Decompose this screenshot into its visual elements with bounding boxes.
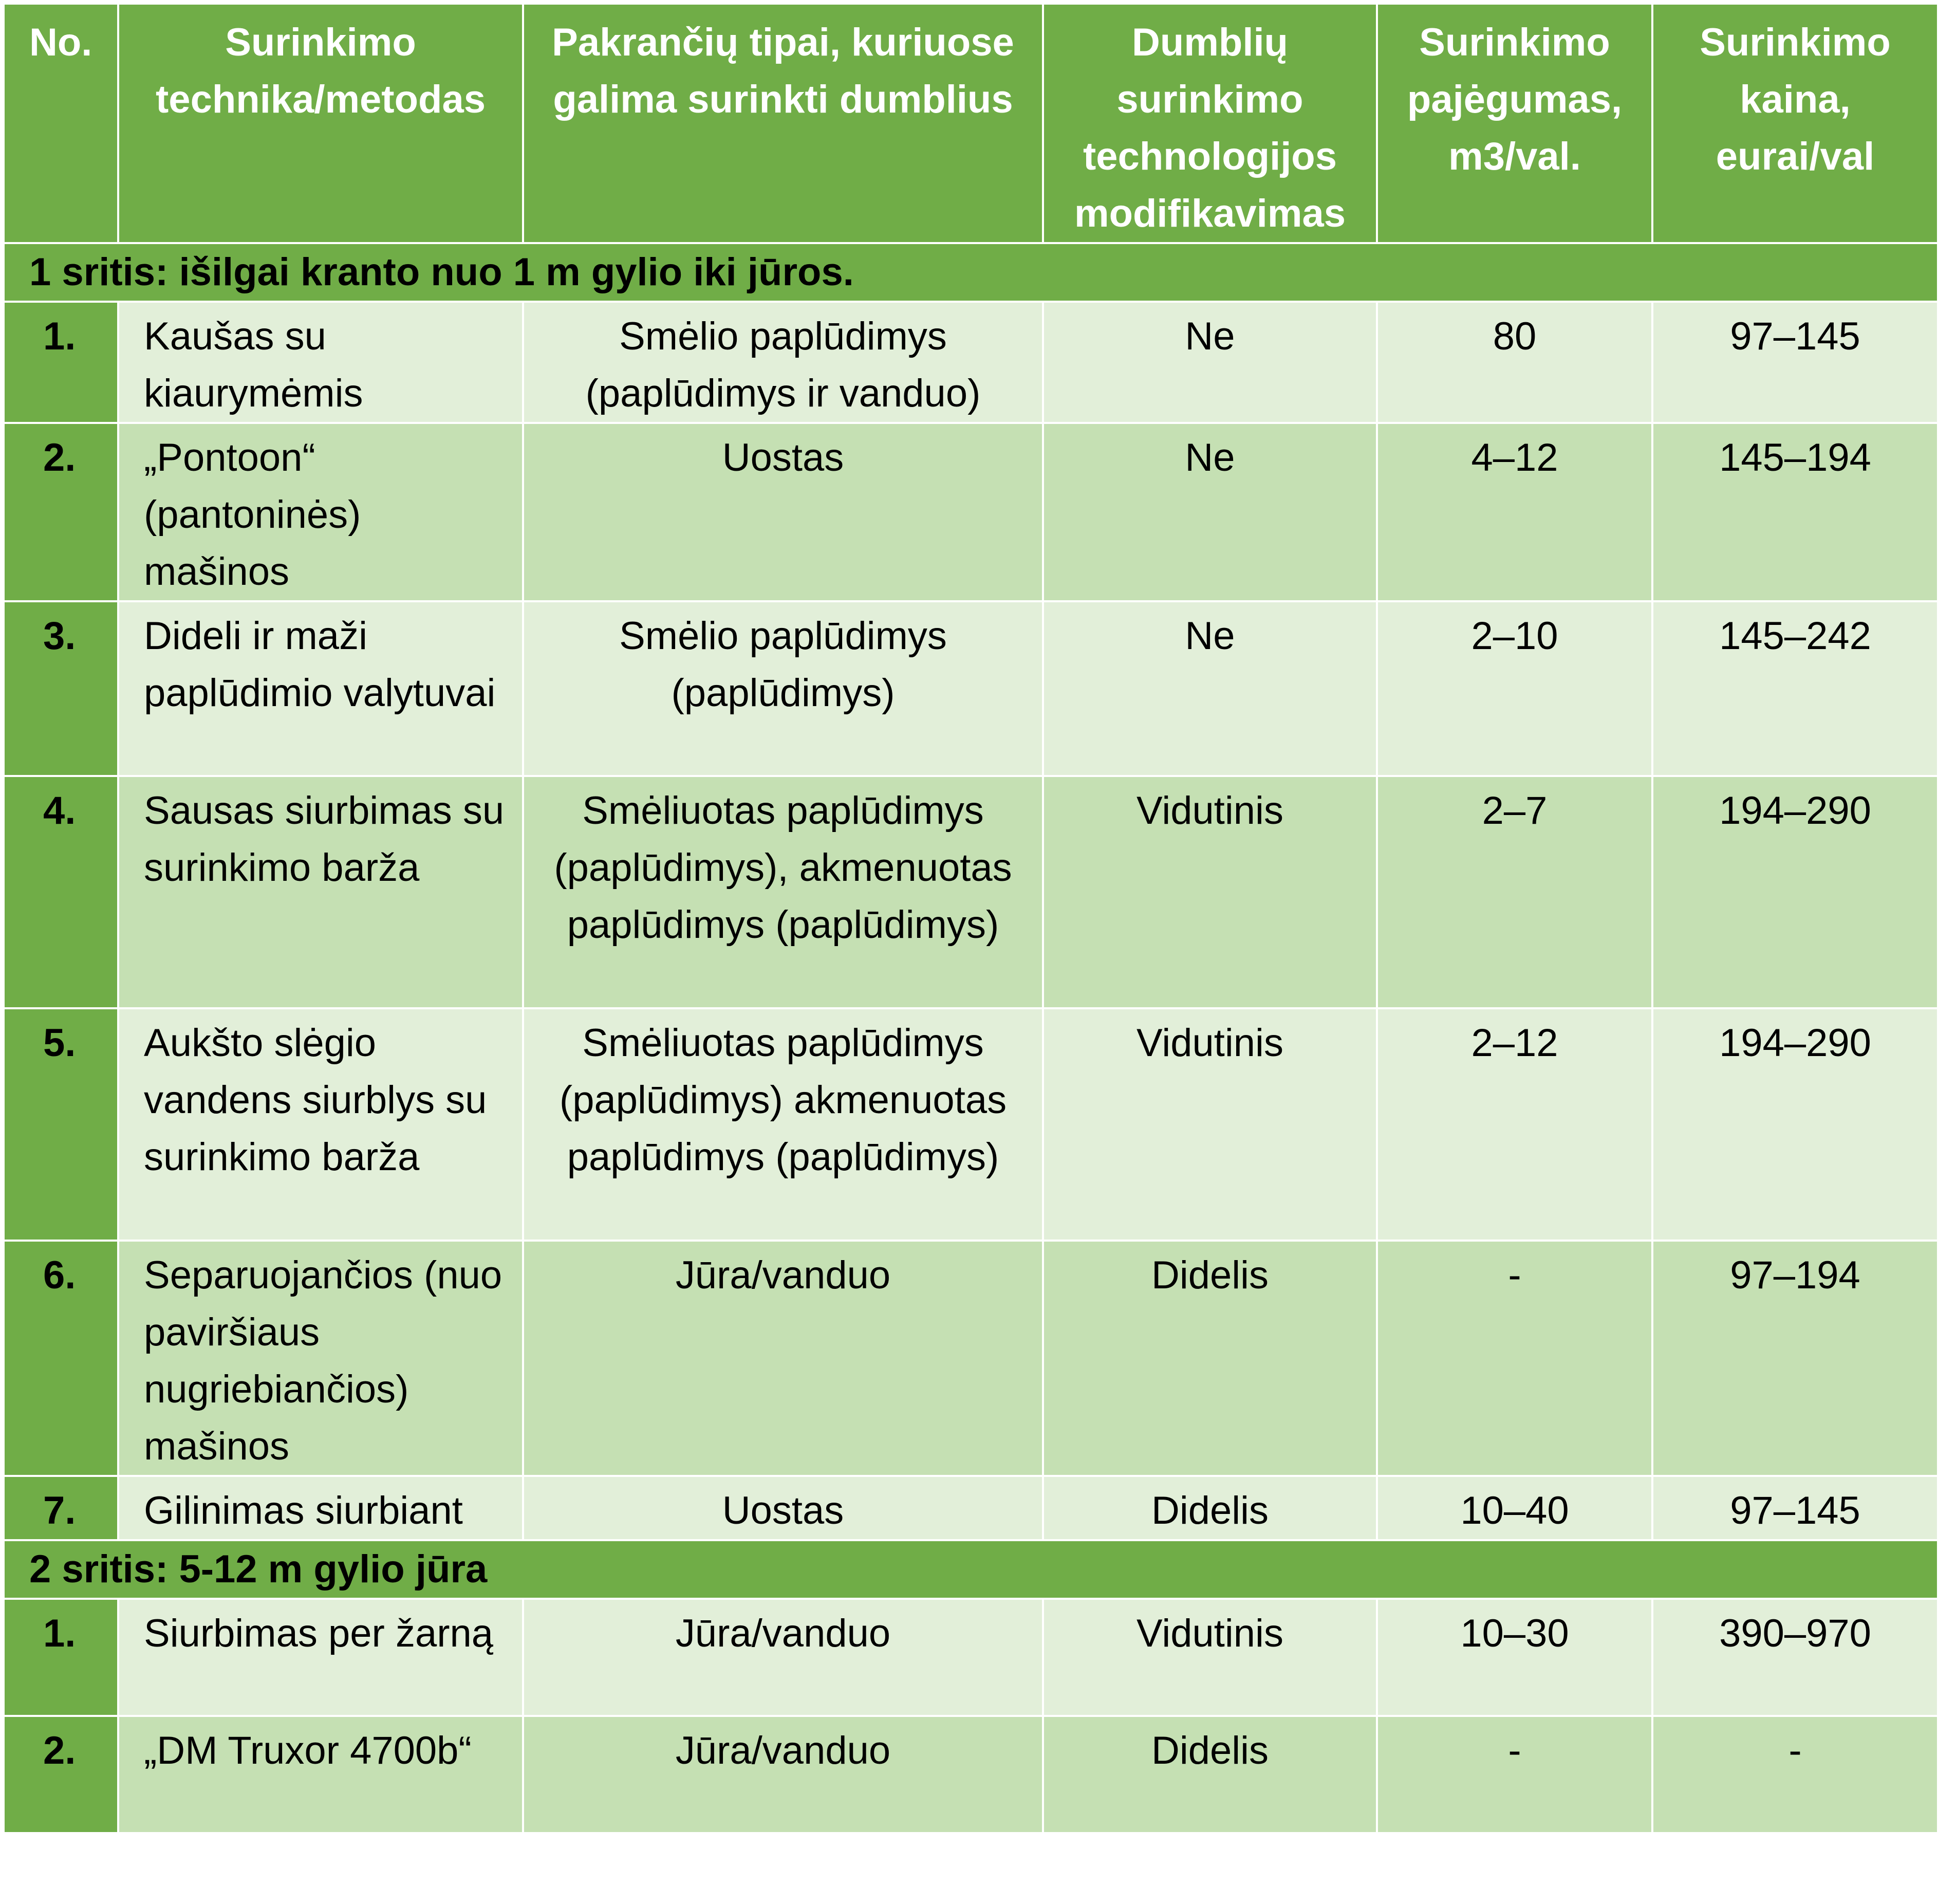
header-method: Surinkimo technika/metodas	[118, 4, 523, 243]
header-capacity: Surinkimo pajėgumas, m3/val.	[1377, 4, 1652, 243]
row-modification: Vidutinis	[1043, 776, 1377, 1008]
row-capacity: 2–12	[1377, 1008, 1652, 1241]
table-row	[4, 1008, 1938, 1241]
header-no: No.	[4, 4, 118, 243]
table-row	[4, 1476, 1938, 1540]
row-method: Dideli ir maži paplūdimio valytuvai	[118, 601, 523, 776]
row-modification: Ne	[1043, 601, 1377, 776]
row-number: 3.	[4, 601, 118, 776]
row-cost: 145–242	[1652, 601, 1938, 776]
row-capacity: 2–10	[1377, 601, 1652, 776]
row-method: „DM Truxor 4700b“	[118, 1716, 523, 1833]
row-number: 6.	[4, 1241, 118, 1476]
row-capacity: 2–7	[1377, 776, 1652, 1008]
row-shore: Smėlio paplūdimys (paplūdimys)	[523, 601, 1043, 776]
row-shore: Uostas	[523, 423, 1043, 601]
row-shore: Smėlio paplūdimys (paplūdimys ir vanduo)	[523, 302, 1043, 423]
row-cost: 194–290	[1652, 1008, 1938, 1241]
row-capacity: 4–12	[1377, 423, 1652, 601]
row-capacity: 80	[1377, 302, 1652, 423]
section-row	[4, 1540, 1938, 1599]
row-modification: Didelis	[1043, 1476, 1377, 1540]
row-cost: 194–290	[1652, 776, 1938, 1008]
table-row	[4, 302, 1938, 423]
row-shore: Uostas	[523, 1476, 1043, 1540]
row-modification: Vidutinis	[1043, 1599, 1377, 1716]
row-cost: 97–145	[1652, 1476, 1938, 1540]
row-capacity: -	[1377, 1241, 1652, 1476]
algae-collection-table	[3, 3, 1938, 1834]
row-cost: 97–194	[1652, 1241, 1938, 1476]
row-capacity: 10–40	[1377, 1476, 1652, 1540]
header-modification: Dumblių surinkimo technologijos modifikavimas	[1043, 4, 1377, 243]
section-title: 1 sritis: išilgai kranto nuo 1 m gylio iki jūros.	[4, 243, 1938, 302]
header-shore-types: Pakrančių tipai, kuriuose galima surinkti dumblius	[523, 4, 1043, 243]
row-number: 1.	[4, 1599, 118, 1716]
row-cost: 145–194	[1652, 423, 1938, 601]
row-method: Sausas siurbimas su surinkimo barža	[118, 776, 523, 1008]
table-row	[4, 1241, 1938, 1476]
row-capacity: -	[1377, 1716, 1652, 1833]
row-modification: Ne	[1043, 302, 1377, 423]
row-modification: Vidutinis	[1043, 1008, 1377, 1241]
row-modification: Ne	[1043, 423, 1377, 601]
row-number: 2.	[4, 423, 118, 601]
row-method: „Pontoon“ (pantoninės) mašinos	[118, 423, 523, 601]
row-method: Kaušas su kiaurymėmis	[118, 302, 523, 423]
row-modification: Didelis	[1043, 1716, 1377, 1833]
row-shore: Jūra/vanduo	[523, 1716, 1043, 1833]
row-number: 2.	[4, 1716, 118, 1833]
table-row	[4, 776, 1938, 1008]
row-shore: Jūra/vanduo	[523, 1599, 1043, 1716]
row-shore: Smėliuotas paplūdimys (paplūdimys) akmenuotas paplūdimys (paplūdimys)	[523, 1008, 1043, 1241]
row-shore: Jūra/vanduo	[523, 1241, 1043, 1476]
row-method: Aukšto slėgio vandens siurblys su surinkimo barža	[118, 1008, 523, 1241]
row-modification: Didelis	[1043, 1241, 1377, 1476]
header-row	[4, 4, 1938, 243]
header-cost: Surinkimo kaina, eurai/val	[1652, 4, 1938, 243]
row-method: Gilinimas siurbiant	[118, 1476, 523, 1540]
row-shore: Smėliuotas paplūdimys (paplūdimys), akmenuotas paplūdimys (paplūdimys)	[523, 776, 1043, 1008]
row-cost: -	[1652, 1716, 1938, 1833]
table-row	[4, 1716, 1938, 1833]
table-row	[4, 423, 1938, 601]
table-row	[4, 1599, 1938, 1716]
section-title: 2 sritis: 5-12 m gylio jūra	[4, 1540, 1938, 1599]
row-number: 4.	[4, 776, 118, 1008]
row-number: 1.	[4, 302, 118, 423]
row-method: Separuojančios (nuo paviršiaus nugriebiančios) mašinos	[118, 1241, 523, 1476]
row-method: Siurbimas per žarną	[118, 1599, 523, 1716]
row-cost: 97–145	[1652, 302, 1938, 423]
row-number: 5.	[4, 1008, 118, 1241]
table-row	[4, 601, 1938, 776]
row-capacity: 10–30	[1377, 1599, 1652, 1716]
row-cost: 390–970	[1652, 1599, 1938, 1716]
row-number: 7.	[4, 1476, 118, 1540]
section-row	[4, 243, 1938, 302]
